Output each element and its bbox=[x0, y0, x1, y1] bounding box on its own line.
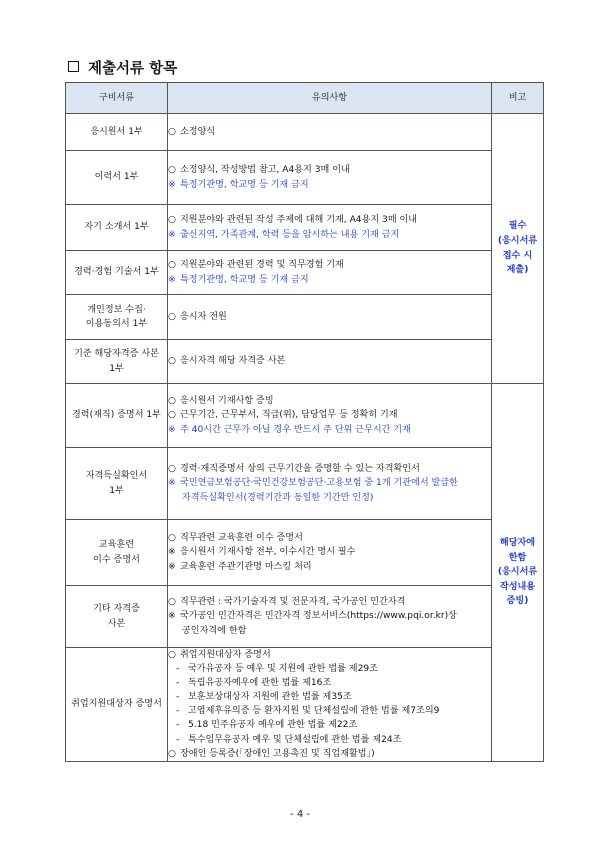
note-text: 고엽제후유의증 등 환자지원 및 단체설립에 관한 법률 제7조의9 bbox=[188, 706, 440, 717]
note-line bbox=[168, 125, 491, 139]
note-line bbox=[168, 258, 491, 272]
note-line bbox=[168, 662, 491, 676]
document-name-line: 이용동의서 1부 bbox=[85, 319, 148, 329]
note-line bbox=[168, 531, 491, 545]
note-line bbox=[168, 676, 491, 690]
note-text: 공인자격에 한함 bbox=[182, 625, 247, 636]
remark-line: 제출) bbox=[506, 265, 529, 276]
note-line bbox=[168, 609, 491, 623]
document-name-line: 1부 bbox=[109, 485, 124, 496]
notes-cell bbox=[168, 340, 492, 384]
note-text: 직무관련 : 국가기술자격 및 전문자격, 국가공인 민간자격 bbox=[180, 597, 406, 608]
section-title-text: 제출서류 항목 bbox=[88, 61, 178, 77]
dash-bullet-icon: - bbox=[176, 706, 180, 717]
note-text: 특정기관명, 학교명 등 기재 금지 bbox=[180, 179, 309, 190]
document-name-line: 교육훈련 bbox=[98, 540, 135, 551]
reference-mark-icon: ※ bbox=[168, 478, 176, 489]
remark-line: (응시서류 bbox=[497, 235, 538, 246]
circle-bullet-icon: ○ bbox=[168, 650, 176, 660]
document-name-line: 취업지원대상자 증명서 bbox=[71, 699, 162, 710]
document-name-cell bbox=[66, 340, 168, 384]
note-text: 소정양식 bbox=[180, 126, 216, 137]
table-row bbox=[66, 520, 544, 586]
circle-bullet-icon: ○ bbox=[168, 356, 176, 367]
reference-mark-icon: ※ bbox=[168, 547, 176, 558]
reference-mark-icon: ※ bbox=[168, 424, 176, 435]
notes-cell bbox=[168, 384, 492, 448]
notes-cell bbox=[168, 295, 492, 340]
document-name-line: 개인정보 수집· bbox=[87, 304, 146, 315]
remark-required bbox=[492, 114, 544, 384]
note-line bbox=[168, 163, 491, 177]
circle-bullet-icon: ○ bbox=[168, 597, 176, 608]
circle-bullet-icon: ○ bbox=[168, 533, 176, 544]
document-name-cell bbox=[66, 648, 168, 762]
reference-mark-icon: ※ bbox=[168, 229, 176, 240]
note-line bbox=[168, 408, 491, 422]
notes-cell bbox=[168, 448, 492, 520]
remark-line: 증빙) bbox=[506, 596, 529, 607]
note-text: 국가유공자 등 예우 및 지원에 관한 법률 제29조 bbox=[188, 664, 378, 675]
note-text: 특정기관명, 학교명 등 기재 금지 bbox=[180, 274, 309, 285]
document-name-cell bbox=[66, 384, 168, 448]
remark-line: 필수 bbox=[508, 221, 527, 232]
dash-bullet-icon: - bbox=[176, 664, 180, 675]
note-line bbox=[168, 648, 491, 662]
note-text: 5.18 민주유공자 예우에 관한 법률 제22조 bbox=[188, 720, 358, 731]
reference-mark-icon: ※ bbox=[168, 179, 176, 190]
reference-mark-icon: ※ bbox=[168, 274, 176, 285]
document-name-line: 자기 소개서 1부 bbox=[84, 222, 149, 233]
document-name-line: 자격득실확인서 bbox=[85, 471, 148, 482]
note-text: 경력·재직증명서 상의 근무기간을 증명할 수 있는 자격확인서 bbox=[180, 464, 420, 475]
table-row bbox=[66, 384, 544, 448]
note-line bbox=[168, 560, 491, 574]
document-name-cell bbox=[66, 520, 168, 586]
dash-bullet-icon: - bbox=[176, 692, 180, 703]
notes-cell bbox=[168, 114, 492, 151]
dash-bullet-icon: - bbox=[176, 678, 180, 689]
note-line bbox=[168, 178, 491, 192]
document-name-cell bbox=[66, 586, 168, 648]
note-text: 장애인 등록증(「장애인 고용촉진 및 직업재활법」) bbox=[180, 748, 375, 759]
table-row bbox=[66, 114, 544, 151]
table-row bbox=[66, 448, 544, 520]
notes-cell bbox=[168, 648, 492, 762]
document-name-line: 이수 증명서 bbox=[93, 554, 140, 565]
document-name-line: 기타 자격증 bbox=[93, 604, 140, 615]
note-text: 응시원서 기재사항 전부, 이수시간 명시 필수 bbox=[180, 547, 356, 558]
note-line bbox=[168, 690, 491, 704]
reference-mark-icon: ※ bbox=[168, 611, 176, 622]
table-row bbox=[66, 586, 544, 648]
note-text: 특수임무유공자 예우 및 단체설립에 관한 법률 제24조 bbox=[188, 734, 402, 745]
note-line bbox=[168, 228, 491, 242]
document-name-line: 사본 bbox=[107, 618, 126, 629]
notes-cell bbox=[168, 205, 492, 251]
document-name-line: 경력(재직) 증명서 1부 bbox=[72, 410, 161, 421]
circle-bullet-icon: ○ bbox=[168, 410, 176, 421]
circle-bullet-icon: ○ bbox=[168, 396, 176, 407]
dash-bullet-icon: - bbox=[176, 734, 180, 745]
note-text: 국가공인 민간자격은 민간자격 정보서비스(https://www.pqi.or.kr)상 bbox=[180, 611, 457, 622]
documents-table bbox=[65, 82, 544, 762]
note-line bbox=[168, 462, 491, 476]
circle-bullet-icon: ○ bbox=[168, 464, 176, 475]
notes-cell bbox=[168, 251, 492, 295]
note-text: 독립유공자예우에 관한 법률 제16조 bbox=[188, 678, 332, 689]
document-name-cell bbox=[66, 448, 168, 520]
note-line bbox=[168, 394, 491, 408]
circle-bullet-icon: ○ bbox=[168, 126, 176, 137]
note-text: 근무기간, 근무부서, 직급(위), 담당업무 등 정확히 기재 bbox=[180, 410, 398, 421]
notes-cell bbox=[168, 520, 492, 586]
document-name-cell bbox=[66, 205, 168, 251]
note-text: 지원분야와 관련된 작성 주제에 대해 기재, A4용지 3매 이내 bbox=[180, 215, 418, 226]
note-line bbox=[168, 733, 491, 747]
document-name-cell bbox=[66, 151, 168, 205]
note-text: 취업지원대상자 증명서 bbox=[180, 650, 271, 660]
document-name-cell bbox=[66, 114, 168, 151]
note-line bbox=[168, 595, 491, 609]
remark-if-applicable bbox=[492, 384, 544, 762]
notes-cell bbox=[168, 586, 492, 648]
note-text: 보훈보상대상자 지원에 관한 법률 제35조 bbox=[188, 692, 352, 703]
table-row bbox=[66, 648, 544, 762]
note-line bbox=[168, 423, 491, 437]
section-title bbox=[68, 57, 177, 78]
document-name-line: 1부 bbox=[109, 363, 124, 374]
remark-line: 한함 bbox=[508, 552, 527, 563]
notes-cell bbox=[168, 151, 492, 205]
note-text: 지원분야와 관련된 경력 및 직무경험 기재 bbox=[180, 260, 344, 271]
table-header-row bbox=[66, 83, 544, 114]
table-row bbox=[66, 251, 544, 295]
reference-mark-icon: ※ bbox=[168, 561, 176, 572]
document-name-line: 응시원서 1부 bbox=[90, 126, 143, 137]
note-text: 응시자 전원 bbox=[180, 311, 227, 322]
table-row bbox=[66, 205, 544, 251]
document-name-cell bbox=[66, 295, 168, 340]
circle-bullet-icon: ○ bbox=[168, 748, 176, 759]
note-text: 국민연금보험공단·국민건강보험공단·고용보험 중 1개 기관에서 발급한 bbox=[180, 478, 458, 489]
note-text: 출신지역, 가족관계, 학력 등을 암시하는 내용 기재 금지 bbox=[180, 229, 400, 240]
page-number: - 4 - bbox=[290, 809, 310, 820]
document-name-cell bbox=[66, 251, 168, 295]
note-text: 자격득실확인서(경력기간과 동일한 기간만 인정) bbox=[182, 492, 374, 503]
checkbox-square-icon bbox=[68, 61, 79, 72]
remark-line: (응시서류 bbox=[497, 567, 538, 578]
note-line bbox=[168, 491, 491, 505]
note-line bbox=[168, 213, 491, 227]
note-line bbox=[168, 704, 491, 718]
table-row bbox=[66, 295, 544, 340]
note-line bbox=[168, 273, 491, 287]
note-text: 직무관련 교육훈련 이수 증명서 bbox=[180, 533, 303, 544]
header-notes: 유의사항 bbox=[168, 83, 492, 114]
note-text: 교육훈련 주관기관명 마스킹 처리 bbox=[180, 561, 312, 572]
remark-line: 해당자에 bbox=[499, 538, 536, 548]
circle-bullet-icon: ○ bbox=[168, 311, 176, 322]
note-line bbox=[168, 310, 491, 324]
dash-bullet-icon: - bbox=[176, 720, 180, 731]
note-line bbox=[168, 747, 491, 761]
note-line bbox=[168, 718, 491, 732]
note-line bbox=[168, 354, 491, 368]
circle-bullet-icon: ○ bbox=[168, 215, 176, 226]
table-row bbox=[66, 151, 544, 205]
header-remarks: 비고 bbox=[492, 83, 544, 114]
document-name-line: 경력·경험 기술서 1부 bbox=[74, 267, 159, 278]
note-line bbox=[168, 476, 491, 490]
circle-bullet-icon: ○ bbox=[168, 165, 176, 176]
note-line bbox=[168, 624, 491, 638]
note-text: 응시원서 기재사항 증빙 bbox=[180, 396, 274, 407]
circle-bullet-icon: ○ bbox=[168, 260, 176, 271]
document-name-line: 이력서 1부 bbox=[94, 172, 139, 183]
remark-line: 작성내용 bbox=[499, 581, 536, 592]
document-name-line: 기준 해당자격증 사본 bbox=[74, 349, 159, 360]
remark-line: 접수 시 bbox=[502, 250, 533, 261]
note-text: 응시자격 해당 자격증 사본 bbox=[180, 356, 286, 367]
note-text: 소정양식, 작성방법 참고, A4용지 3매 이내 bbox=[180, 165, 350, 176]
header-documents: 구비서류 bbox=[66, 83, 168, 114]
table-row bbox=[66, 340, 544, 384]
note-line bbox=[168, 545, 491, 559]
note-text: 주 40시간 근무가 아닐 경우 반드시 주 단위 근무시간 기재 bbox=[180, 424, 411, 435]
